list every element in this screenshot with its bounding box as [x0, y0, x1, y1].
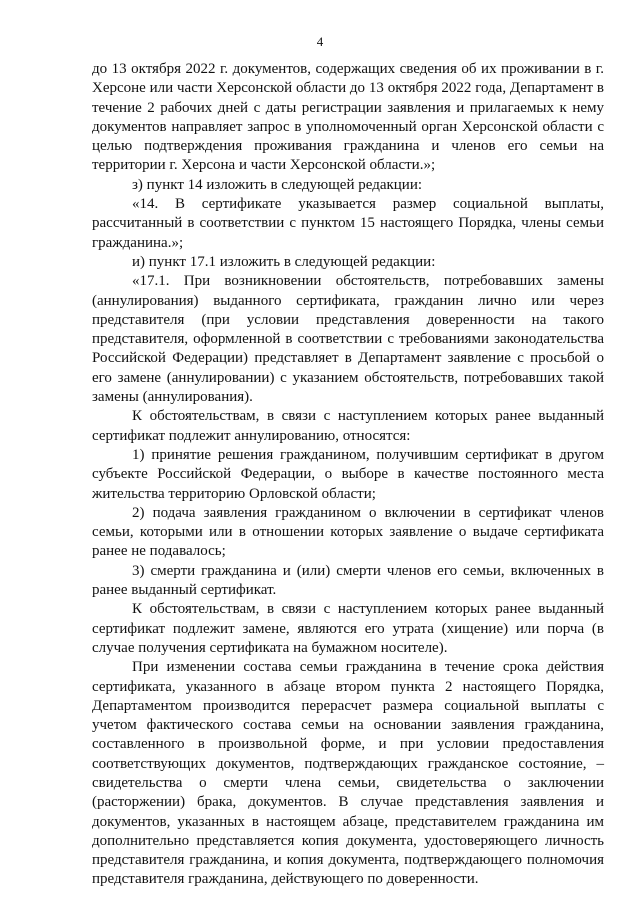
paragraph: «14. В сертификате указывается размер социальной выплаты, рассчитанный в соответствии с пунктом 15 настоящего Порядка, члены семьи гражданина.»;	[92, 196, 604, 251]
paragraph: до 13 октября 2022 г. документов, содержащих сведения об их проживании в г. Херсоне или части Херсонской области до 13 октября 2022 года, Департамент в течение 2 рабочих дней с даты регистрации заявления и прилагаемых к нему документов направляет запрос в уполномоченный орган Херсонской области с целью подтверждения проживания гражданина и членов его семьи на территории г. Херсона и части Херсонской области.»;	[92, 61, 604, 174]
paragraph: 1) принятие решения гражданином, получившим сертификат в другом субъекте Российской Федерации, о выборе в качестве постоянного места жительства территорию Орловской области;	[92, 446, 604, 502]
paragraph: з) пункт 14 изложить в следующей редакции:	[132, 176, 423, 193]
body-text	[92, 60, 604, 890]
paragraph: К обстоятельствам, в связи с наступлением которых ранее выданный сертификат подлежит замене, являются его утрата (хищение) или порча (в случае получения сертификата на бумажном носителе).	[92, 601, 604, 656]
paragraph: «17.1. При возникновении обстоятельств, потребовавших замены (аннулирования) выданного сертификата, гражданин лично или через представителя (при условии представления доверенности на такого представителя, оформленной в соответствии с требованиями законодательства Российской Федерации) представляет в Департамент заявление с просьбой о его замене (аннулировании) с указанием обстоятельств, потребовавших такой замены (аннулирования).	[92, 273, 604, 406]
paragraph: 3) смерти гражданина и (или) смерти членов его семьи, включенных в ранее выданный сертификат.	[92, 562, 604, 599]
paragraph: 2) подача заявления гражданином о включении в сертификат членов семьи, которыми или в отношении которых заявление о выдаче сертификата ранее не подавалось;	[92, 504, 604, 560]
paragraph: и) пункт 17.1 изложить в следующей редакции:	[132, 253, 436, 270]
page-number: 4	[316, 34, 324, 49]
paragraph: К обстоятельствам, в связи с наступлением которых ранее выданный сертификат подлежит аннулированию, относятся:	[92, 408, 604, 444]
paragraph: При изменении состава семьи гражданина в течение срока действия сертификата, указанного в абзаце втором пункта 2 настоящего Порядка, Департаментом производится перерасчет размера социальной выплаты с учетом фактического состава семьи на основании заявления гражданина, составленного в произвольной форме, и при условии предоставления соответствующих документов, подтверждающих гражданское состояние, – свидетельства о смерти члена семьи, свидетельства о заключении (расторжении) брака, документов. В случае представления заявления и документов, указанных в настоящем абзаце, представителем гражданина им дополнительно представляется копия документа, удостоверяющего личность представителя гражданина, и копия документа, подтверждающего полномочия представителя гражданина, действующего по доверенности.	[92, 659, 604, 888]
